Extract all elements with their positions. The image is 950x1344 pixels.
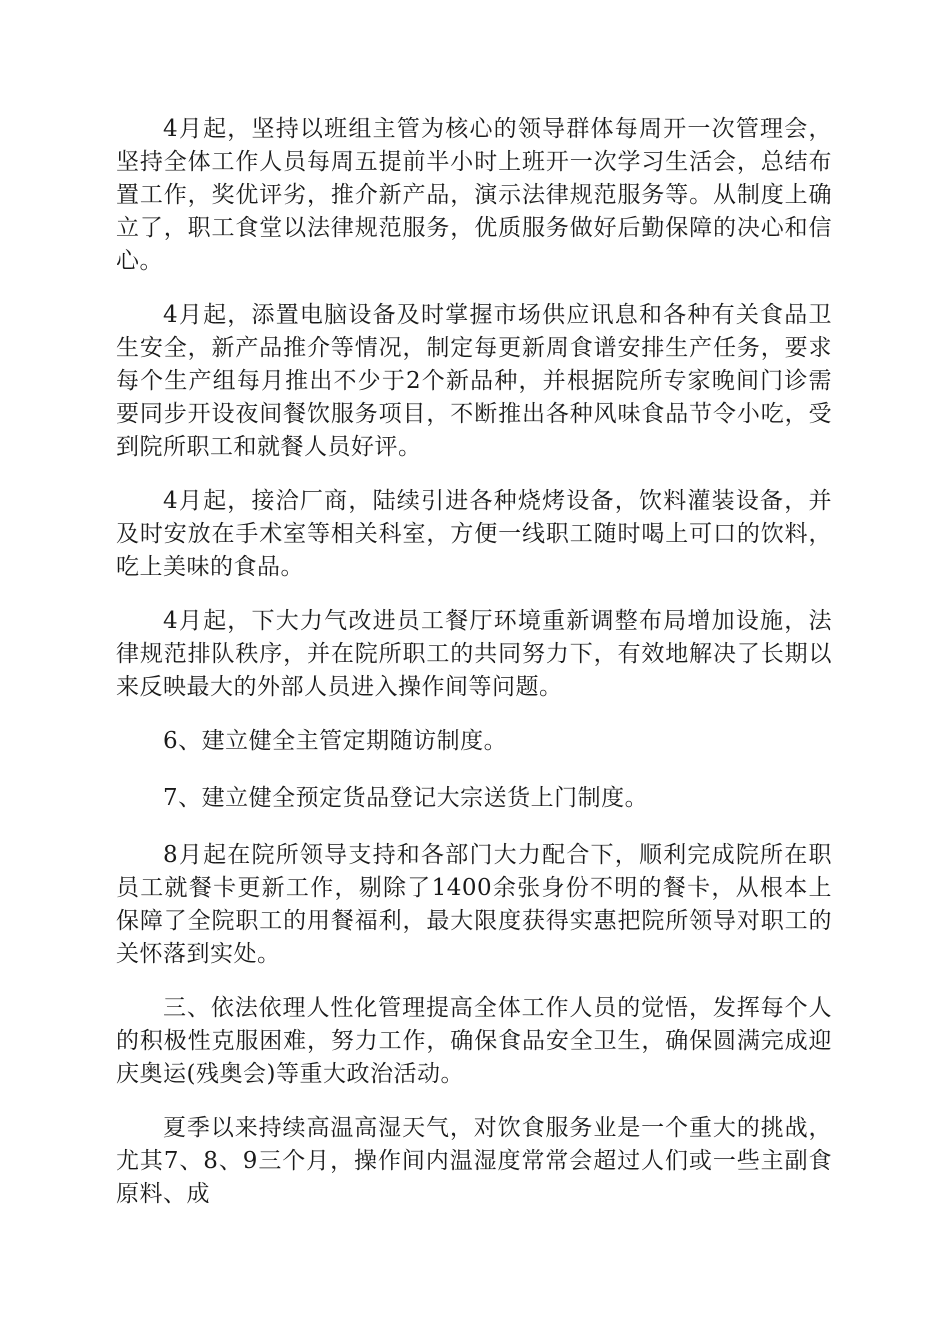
paragraph-weekly-meetings: 4月起，坚持以班组主管为核心的领导群体每周开一次管理会，坚持全体工作人员每周五提前半小时上班开一次学习生活会，总结布置工作，奖优评劣，推介新产品，演示法律规范服务等。从制度上确立了，职工食堂以法律规范服务，优质服务做好后勤保障的决心和信心。 [116, 116, 832, 274]
paragraph-beverage-equipment: 4月起，接洽厂商，陆续引进各种烧烤设备，饮料灌装设备，并及时安放在手术室等相关科室，方便一线职工随时喝上可口的饮料，吃上美味的食品。 [116, 488, 832, 580]
paragraph-item-7: 7、建立健全预定货品登记大宗送货上门制度。 [163, 785, 649, 811]
paragraph-section-three-heading: 三、依法依理人性化管理提高全体工作人员的觉悟，发挥每个人的积极性克服困难，努力工作，确保食品安全卫生，确保圆满完成迎庆奥运(残奥会)等重大政治活动。 [116, 995, 832, 1087]
document-body [116, 113, 832, 1232]
paragraph-computer-equipment: 4月起，添置电脑设备及时掌握市场供应讯息和各种有关食品卫生安全，新产品推介等情况，制定每更新周食谱安排生产任务，要求每个生产组每月推出不少于2个新品种，并根据院所专家晚间门诊需要同步开设夜间餐饮服务项目，不断推出各种风味食品节令小吃，受到院所职工和就餐人员好评。 [116, 302, 832, 460]
paragraph-item-6: 6、建立健全主管定期随访制度。 [163, 728, 508, 754]
paragraph-dining-hall-improvement: 4月起，下大力气改进员工餐厅环境重新调整布局增加设施，法律规范排队秩序，并在院所职工的共同努力下，有效地解决了长期以来反映最大的外部人员进入操作间等问题。 [116, 608, 832, 700]
paragraph-summer-weather: 夏季以来持续高温高湿天气，对饮食服务业是一个重大的挑战，尤其7、8、9三个月，操作间内温湿度常常会超过人们或一些主副食原料、成 [116, 1115, 832, 1207]
paragraph-meal-card-update: 8月起在院所领导支持和各部门大力配合下，顺利完成院所在职员工就餐卡更新工作，剔除了1400余张身份不明的餐卡，从根本上保障了全院职工的用餐福利，最大限度获得实惠把院所领导对职工的关怀落到实处。 [116, 842, 832, 967]
